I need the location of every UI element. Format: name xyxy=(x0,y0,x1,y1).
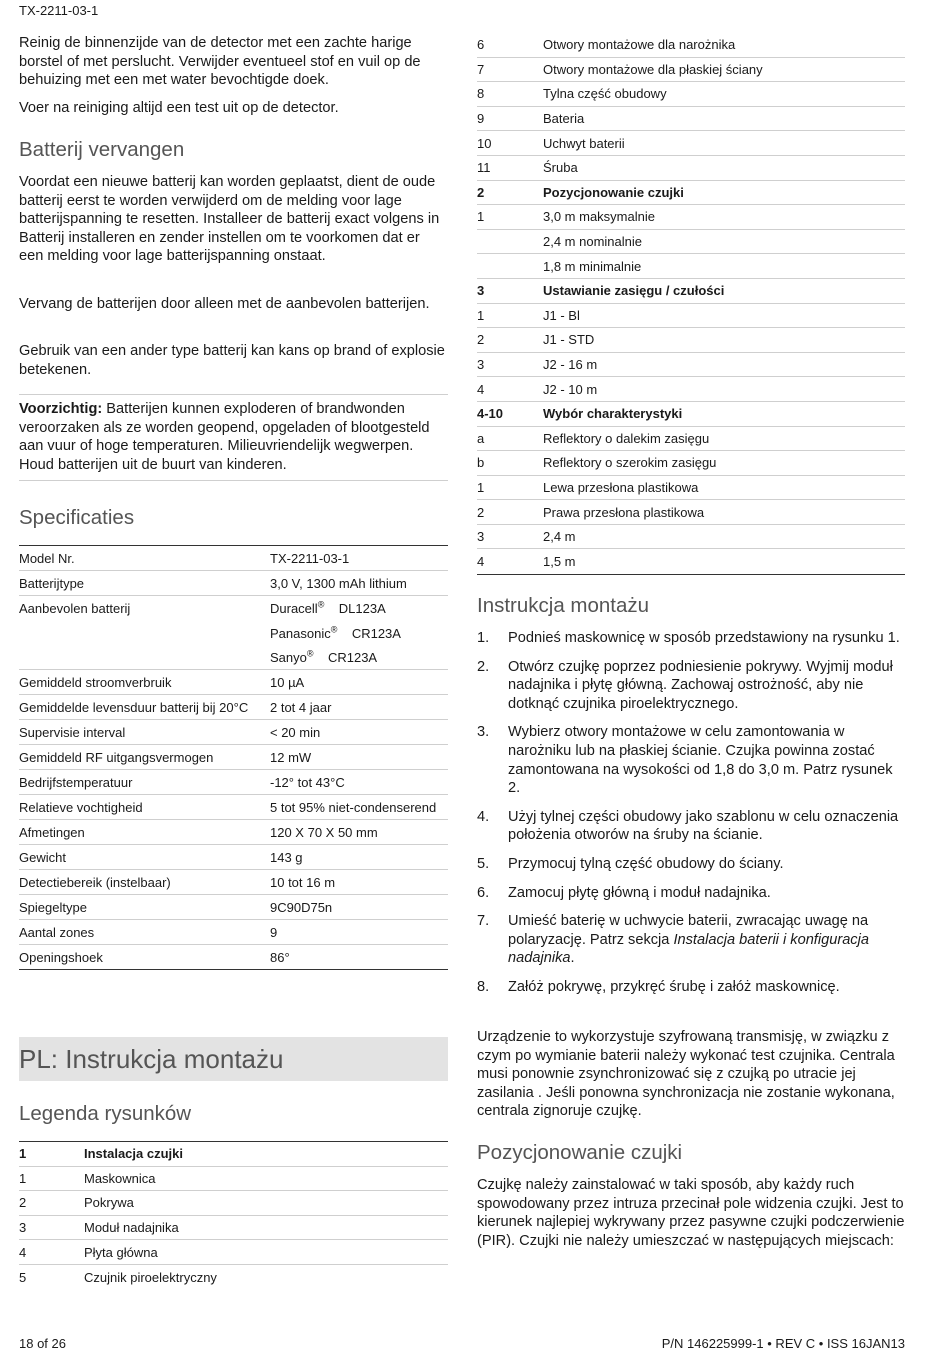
sync-paragraph: Urządzenie to wykorzystuje szyfrowaną transmisję, w związku z czym po wymianie baterii należy wykonać test czujnika. Centrala musi ponownie zsynchronizować się z czujką po utracie jej zasilania . Jeśli ponowna synchronizacja nie zostanie wykonana, centrala zignoruje czujkę. xyxy=(477,1029,895,1120)
table-row xyxy=(477,353,905,378)
table-row: Supervisie interval < 20 min xyxy=(19,720,448,745)
list-item: 1. Podnieś maskownicę w sposób przedstawiony na rysunku 1. xyxy=(477,630,900,646)
legend-label: Lewa przesłona plastikowa xyxy=(543,479,699,495)
table-row xyxy=(477,402,905,427)
table-row: Openingshoek 86° xyxy=(19,950,290,965)
legend-label: Otwory montażowe dla narożnika xyxy=(543,37,736,53)
table-row: Detectiebereik (instelbaar) 10 tot 16 m xyxy=(19,870,448,895)
legend-number: 11 xyxy=(477,160,491,176)
legend-label: 3,0 m maksymalnie xyxy=(543,209,655,225)
battery-paragraph-1: Voordat een nieuwe batterij kan worden geplaatst, dient de oude batterij eerst te worden verwijderd om de melding voor lage batterijspanning te resetten. Installeer de batterij exact volgens in Batterij installeren en zender instellen om te voorkomen dat er een melding voor lage batterijspanning onstaat. xyxy=(19,174,440,265)
table-row xyxy=(19,1265,448,1290)
table-row: Gewicht 143 g xyxy=(19,845,448,870)
table-row: Batterijtype 3,0 V, 1300 mAh lithium xyxy=(19,571,448,596)
table-row xyxy=(477,181,905,206)
legend-number: 2 xyxy=(19,1195,27,1211)
battery-paragraph-2: Vervang de batterijen door alleen met de aanbevolen batterijen. xyxy=(19,296,430,312)
legend-number: 3 xyxy=(477,357,485,373)
table-row xyxy=(19,1191,448,1216)
list-item: 3. Wybierz otwory montażowe w celu zamontowania w narożniku lub na płaskiej ścianie. Czujka powinna zostać zamontowana na wysokości od 1,8 do 3,0 m. Patrz rysunek 2. xyxy=(477,724,893,797)
table-row xyxy=(477,500,905,525)
document-id-header: TX-2211-03-1 xyxy=(19,3,99,18)
table-row xyxy=(477,131,905,156)
legend-number: 2 xyxy=(477,332,485,348)
legend-label: Ustawianie zasięgu / czułości xyxy=(543,283,725,299)
legend-number: 4 xyxy=(477,554,485,570)
table-row xyxy=(19,1167,448,1192)
table-row xyxy=(477,279,905,304)
legend-label: Śruba xyxy=(543,160,578,176)
table-row xyxy=(19,1240,448,1265)
legend-number: 1 xyxy=(19,1146,27,1162)
legend-label: 1,5 m xyxy=(543,554,576,570)
battery-heading: Batterij vervangen xyxy=(19,138,185,161)
legend-number: 2 xyxy=(477,504,485,520)
legend-number: 1 xyxy=(19,1170,27,1186)
legend-label: Maskownica xyxy=(84,1170,156,1186)
table-row: Aantal zones 9 xyxy=(19,920,448,945)
installation-heading: Instrukcja montażu xyxy=(477,594,650,617)
installation-steps xyxy=(477,629,905,997)
table-row: Model Nr. TX-2211-03-1 xyxy=(19,546,448,571)
legend-label: Tylna część obudowy xyxy=(543,86,667,102)
legend-number: 2 xyxy=(477,184,485,200)
legend-label: Pozycjonowanie czujki xyxy=(543,184,684,200)
legend-table-left xyxy=(19,1141,448,1290)
positioning-heading: Pozycjonowanie czujki xyxy=(477,1141,683,1164)
legend-label: J1 - STD xyxy=(543,332,595,348)
legend-label: Bateria xyxy=(543,111,585,127)
list-item: 7. Umieść baterię w uchwycie baterii, zwracając uwagę na polaryzację. Patrz sekcja Instalacja baterii i konfiguracja nadajnika. xyxy=(477,913,869,967)
legend-number: 4 xyxy=(19,1244,27,1260)
table-row xyxy=(477,156,905,181)
table-row xyxy=(477,107,905,132)
legend-number: 3 xyxy=(477,283,485,299)
legend-number: 4 xyxy=(477,381,485,397)
table-row: Relatieve vochtigheid 5 tot 95% niet-condenserend xyxy=(19,795,448,820)
legend-heading: Legenda rysunków xyxy=(19,1102,192,1125)
legend-label: Reflektory o szerokim zasięgu xyxy=(543,455,717,471)
table-row xyxy=(477,377,905,402)
list-item: 8. Załóż pokrywę, przykręć śrubę i załóż maskownicę. xyxy=(477,978,840,995)
legend-number: a xyxy=(477,430,485,446)
legend-label: Wybór charakterystyki xyxy=(543,406,683,422)
cleaning-paragraph-2: Voer na reiniging altijd een test uit op de detector. xyxy=(19,100,339,116)
legend-number: 9 xyxy=(477,111,485,127)
table-row: Aanbevolen batterij Duracell® DL123A Panasonic® CR123A Sanyo® CR123A xyxy=(19,596,448,670)
list-item: 6. Zamocuj płytę główną i moduł nadajnika. xyxy=(477,884,771,901)
table-row xyxy=(477,427,905,452)
table-row xyxy=(477,33,905,58)
table-row xyxy=(477,82,905,107)
legend-label: J1 - Bl xyxy=(543,307,580,323)
legend-label: 2,4 m nominalnie xyxy=(543,234,642,250)
legend-number: 5 xyxy=(19,1269,27,1285)
legend-number: 4-10 xyxy=(477,406,504,422)
table-row xyxy=(477,476,905,501)
battery-paragraph-3: Gebruik van een ander type batterij kan kans op brand of explosie betekenen. xyxy=(19,343,445,378)
table-row xyxy=(477,328,905,353)
legend-label: J2 - 10 m xyxy=(543,381,598,397)
legend-number: 3 xyxy=(19,1220,27,1236)
legend-label: J2 - 16 m xyxy=(543,357,598,373)
caution-label: Voorzichtig: xyxy=(19,401,103,417)
legend-number: 1 xyxy=(477,307,485,323)
legend-number: 1 xyxy=(477,209,485,225)
legend-number: 3 xyxy=(477,529,485,545)
table-row: Gemiddeld stroomverbruik 10 µA xyxy=(19,670,448,695)
legend-label: 1,8 m minimalnie xyxy=(543,258,642,274)
table-row xyxy=(477,451,905,476)
list-item: 4. Użyj tylnej części obudowy jako szablonu w celu oznaczenia położenia otworów na śruby na ścianie. xyxy=(477,808,899,844)
positioning-paragraph: Czujkę należy zainstalować w taki sposób, aby każdy ruch spowodowany przez intruza przecinał pole widzenia czujki. Jest to kierunek najlepiej wykrywany przez pasywne czujki podczerwienie (PIR). Czujki nie należy umieszczać w następujących miejscach: xyxy=(477,1177,905,1249)
pl-section-band xyxy=(19,1037,448,1081)
specifications-heading: Specificaties xyxy=(19,506,135,529)
legend-label: Płyta główna xyxy=(84,1244,158,1260)
legend-number: 6 xyxy=(477,37,485,53)
legend-table-right xyxy=(477,33,905,575)
table-row: Gemiddeld RF uitgangsvermogen 12 mW xyxy=(19,745,448,770)
pl-section-title: PL: Instrukcja montażu xyxy=(19,1044,284,1074)
specifications-table xyxy=(19,545,448,970)
legend-number: b xyxy=(477,455,485,471)
legend-number: 1 xyxy=(477,479,485,495)
table-row: Bedrijfstemperatuur -12° tot 43°C xyxy=(19,770,448,795)
table-row xyxy=(477,549,905,574)
legend-label: Prawa przesłona plastikowa xyxy=(543,504,705,520)
legend-label: Uchwyt baterii xyxy=(543,135,625,151)
table-row xyxy=(477,205,905,230)
table-row xyxy=(477,525,905,550)
legend-number: 7 xyxy=(477,61,485,77)
table-row xyxy=(477,230,905,255)
table-row xyxy=(477,254,905,279)
legend-label: Instalacja czujki xyxy=(84,1146,183,1162)
legend-label: 2,4 m xyxy=(543,529,576,545)
table-row xyxy=(19,1142,448,1167)
legend-label: Czujnik piroelektryczny xyxy=(84,1269,217,1285)
legend-label: Otwory montażowe dla płaskiej ściany xyxy=(543,61,763,77)
caution-text: Batterijen kunnen exploderen of brandwonden veroorzaken als ze worden geopend, opgeladen of blootgesteld aan vuur of hoge temperaturen. Milieuvriendelijk wegwerpen. Houd batterijen uit de buurt van kinderen. xyxy=(19,401,430,473)
table-row: Gemiddelde levensduur batterij bij 20°C 2 tot 4 jaar xyxy=(19,695,448,720)
table-row: Afmetingen 120 X 70 X 50 mm xyxy=(19,820,448,845)
list-item: 5. Przymocuj tylną część obudowy do ściany. xyxy=(477,855,784,872)
legend-number: 8 xyxy=(477,86,485,102)
part-number-footer: P/N 146225999-1 • REV C • ISS 16JAN13 xyxy=(661,1336,905,1351)
legend-label: Moduł nadajnika xyxy=(84,1220,179,1236)
table-row xyxy=(477,58,905,83)
caution-note xyxy=(19,394,448,481)
table-row xyxy=(477,304,905,329)
list-item: 2. Otwórz czujkę poprzez podniesienie pokrywy. Wyjmij moduł nadajnika i płytę główną. Zachowaj ostrożność, aby nie dotknąć czujnika piroelektrycznego. xyxy=(477,658,893,712)
legend-label: Pokrywa xyxy=(84,1195,134,1211)
legend-number: 10 xyxy=(477,135,492,151)
cleaning-paragraph-1: Reinig de binnenzijde van de detector met een zachte harige borstel of met perslucht. Verwijder eventueel stof en vuil op de behuizing met een met water bevochtigde doek. xyxy=(19,35,421,89)
table-row: Spiegeltype 9C90D75n xyxy=(19,895,448,920)
legend-label: Reflektory o dalekim zasięgu xyxy=(543,430,710,446)
table-row xyxy=(19,1216,448,1241)
page-number: 18 of 26 xyxy=(19,1336,66,1351)
